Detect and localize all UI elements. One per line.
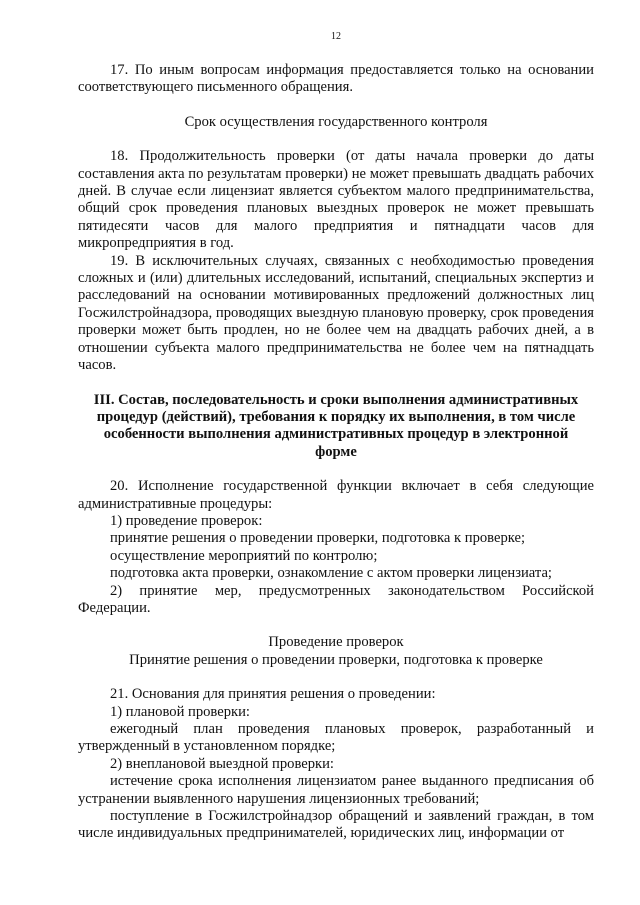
section-title-term: Срок осуществления государственного контроля bbox=[184, 113, 488, 130]
paragraph-21-item-2b: поступление в Госжилстройнадзор обращений и заявлений граждан, в том числе индивидуальных предпринимателей, юридических лиц, информации от bbox=[78, 808, 594, 842]
paragraph-21-item-2a: истечение срока исполнения лицензиатом ранее выданного предписания об устранении выявленного нарушения лицензионных требований; bbox=[78, 773, 594, 807]
paragraph-20-item-2: 2) принятие мер, предусмотренных законодательством Российской Федерации. bbox=[78, 582, 594, 616]
paragraph-20-item-1c: подготовка акта проверки, ознакомление с актом проверки лицензиата; bbox=[110, 565, 552, 582]
paragraph-19: 19. В исключительных случаях, связанных с необходимостью проведения сложных и (или) длительных исследований, испытаний, специальных экспертиз и расследований на основании мотивированных предложений должностных лиц Госжилстройнадзора, проводящих выездную плановую проверку, срок проведения проверки может быть продлен, но не более чем на двадцать рабочих дней, а в отношении субъекта малого предпринимательства не более чем на пятнадцать часов. bbox=[78, 252, 594, 374]
chapter-3-title: III. Состав, последовательность и сроки выполнения административных процедур (действий), требования к порядку их выполнения, в том числе особенности выполнения административных процедур в электронной форме bbox=[93, 391, 579, 460]
section-title-decision: Принятие решения о проведении проверки, подготовка к проверке bbox=[129, 651, 543, 668]
paragraph-20: 20. Исполнение государственной функции включает в себя следующие административные процедуры: bbox=[78, 478, 594, 512]
paragraph-21: 21. Основания для принятия решения о проведении: bbox=[110, 686, 436, 703]
paragraph-20-item-1b: осуществление мероприятий по контролю; bbox=[110, 547, 378, 564]
paragraph-21-item-1: 1) плановой проверки: bbox=[110, 703, 250, 720]
paragraph-20-item-1: 1) проведение проверок: bbox=[110, 512, 263, 529]
paragraph-18: 18. Продолжительность проверки (от даты начала проверки до даты составления акта по результатам проверки) не может превышать двадцать рабочих дней. В случае если лицензиат является субъектом малого предпринимательства, общий срок проведения плановых выездных проверок не может превышать пятидесяти часов для малого предприятия и пятнадцати часов для микропредприятия в год. bbox=[78, 148, 594, 252]
document-body bbox=[78, 62, 594, 843]
page-number: 12 bbox=[331, 31, 341, 42]
paragraph-20-item-1a: принятие решения о проведении проверки, подготовка к проверке; bbox=[110, 530, 526, 547]
paragraph-21-item-1a: ежегодный план проведения плановых проверок, разработанный и утвержденный в установленном порядке; bbox=[78, 721, 594, 755]
paragraph-17: 17. По иным вопросам информация предоставляется только на основании соответствующего письменного обращения. bbox=[78, 62, 594, 96]
paragraph-21-item-2: 2) внеплановой выездной проверки: bbox=[110, 755, 334, 772]
section-title-inspections: Проведение проверок bbox=[268, 634, 404, 651]
